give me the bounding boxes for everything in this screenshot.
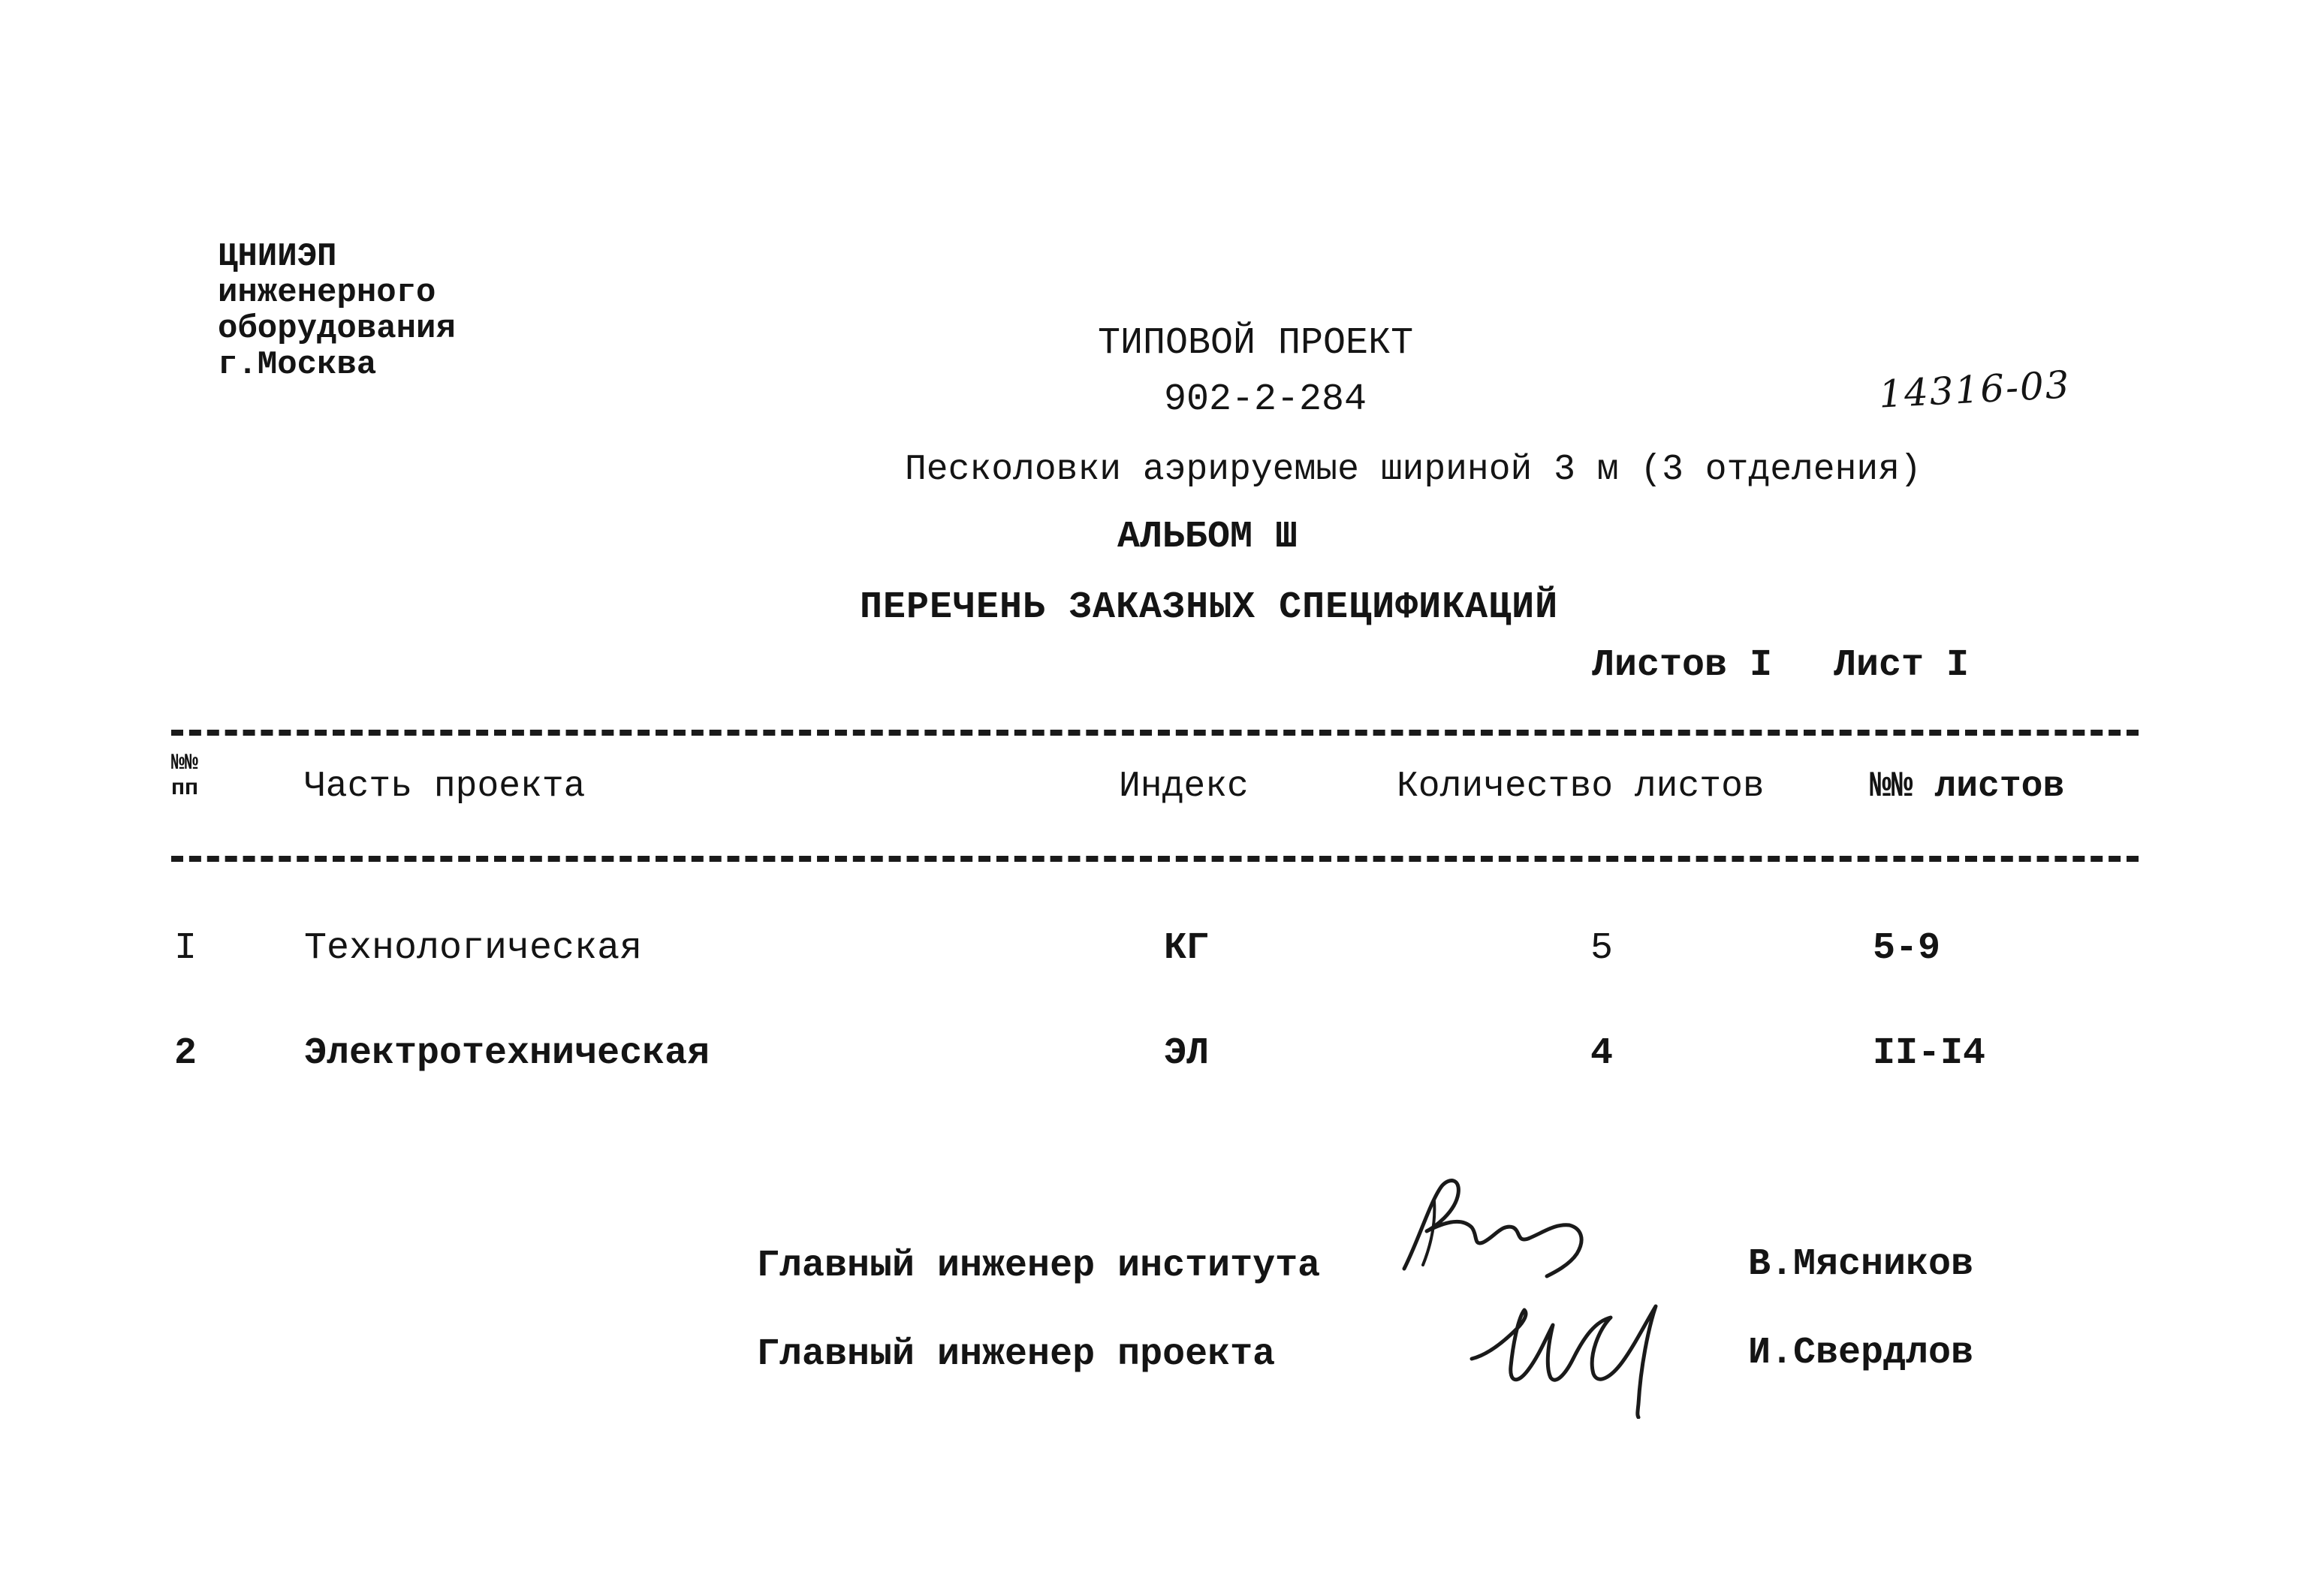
organization-line: оборудования <box>218 310 456 348</box>
organization-line: г.Москва <box>218 346 377 384</box>
signature-name: В.Мясников <box>1748 1243 1974 1286</box>
table-cell-part: Технологическая <box>304 927 643 970</box>
archive-number: 14316-03 <box>1877 363 2072 417</box>
sheet-current: Лист I <box>1834 644 1970 687</box>
organization-line: ЦНИИЭП <box>218 238 337 276</box>
sheets-total: Листов I <box>1592 644 1773 687</box>
header-part: Часть проекта <box>304 766 586 807</box>
header-count: Количество листов <box>1397 766 1765 807</box>
album-title: АЛЬБОМ Ш <box>1117 516 1298 559</box>
table-cell-index: ЭЛ <box>1164 1032 1210 1075</box>
table-top-divider <box>171 730 2139 736</box>
header-sheets: №№ листов <box>1870 766 2065 807</box>
header-num: №№ пп <box>171 751 199 802</box>
table-cell-sheets: 5-9 <box>1873 927 1941 970</box>
handwritten-signature-icon <box>1464 1284 1690 1419</box>
project-title: ТИПОВОЙ ПРОЕКТ <box>1098 322 1414 365</box>
handwritten-signature-icon <box>1389 1171 1629 1291</box>
table-cell-sheets: II-I4 <box>1873 1032 1986 1075</box>
table-cell-count: 5 <box>1590 927 1614 970</box>
table-header-divider <box>171 856 2139 862</box>
table-cell-num: I <box>174 927 197 970</box>
organization-line: инженерного <box>218 274 436 312</box>
table-cell-part: Электротехническая <box>304 1032 710 1075</box>
signature-name: И.Свердлов <box>1748 1332 1974 1375</box>
project-description: Песколовки аэрируемые шириной 3 м (3 отделения) <box>905 450 1922 490</box>
signature-position: Главный инженер института <box>757 1245 1321 1287</box>
project-number: 902-2-284 <box>1164 378 1367 421</box>
organization-block <box>218 239 456 383</box>
signature-position: Главный инженер проекта <box>757 1333 1276 1376</box>
table-cell-count: 4 <box>1590 1032 1614 1075</box>
table-cell-num: 2 <box>174 1032 197 1075</box>
header-index: Индекс <box>1119 766 1249 807</box>
document-title: ПЕРЕЧЕНЬ ЗАКАЗНЫХ СПЕЦИФИКАЦИЙ <box>860 586 1559 629</box>
table-cell-index: КГ <box>1164 927 1210 970</box>
